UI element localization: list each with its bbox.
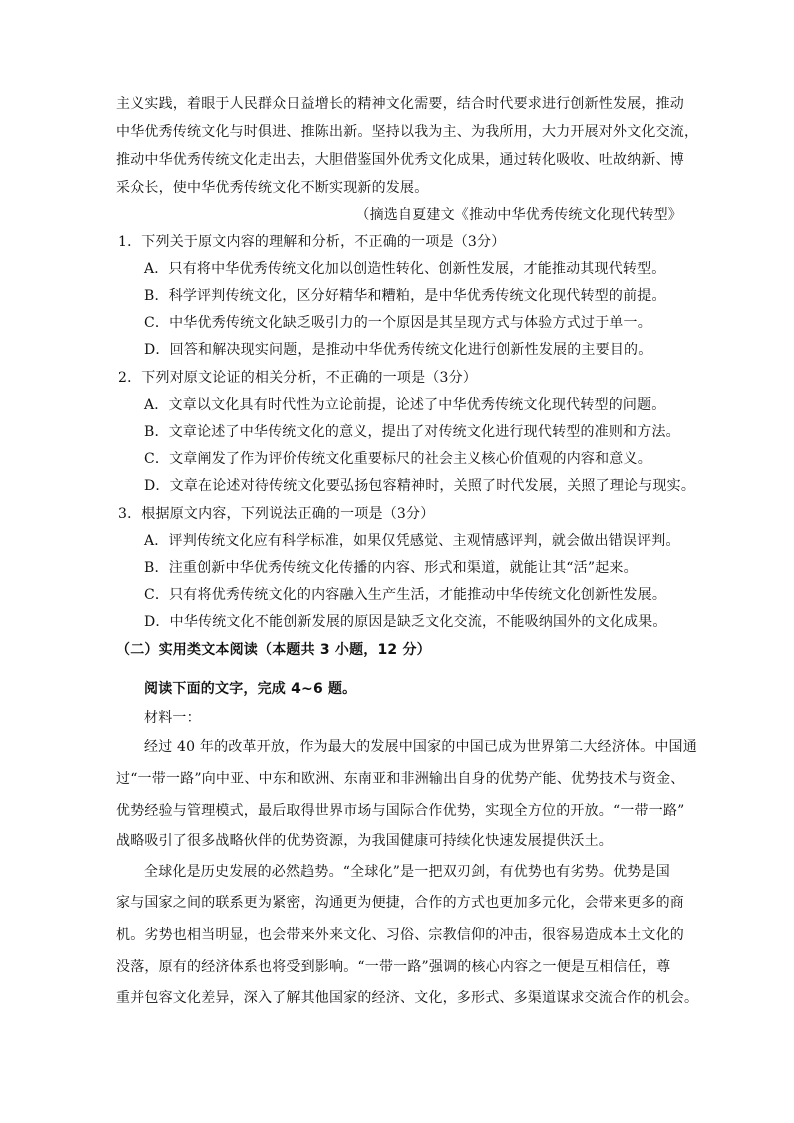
- question-3-option-b: B．注重创新中华优秀传统文化传播的内容、形式和渠道，就能让其“活”起来。: [144, 560, 638, 576]
- passage-line: 推动中华优秀传统文化走出去，大胆借鉴国外优秀文化成果，通过转化吸收、吐故纳新、博: [116, 152, 684, 168]
- source-citation: （摘选自夏建文《推动中华优秀传统文化现代转型》: [355, 207, 682, 223]
- question-3-stem: 3．根据原文内容，下列说法正确的一项是（3分）: [118, 506, 435, 522]
- material-label: 材料一：: [144, 710, 201, 726]
- question-2-option-a: A．文章以文化具有时代性为立论前提，论述了中华优秀传统文化现代转型的问题。: [144, 397, 666, 413]
- question-1-option-c: C．中华优秀传统文化缺乏吸引力的一个原因是其呈现方式与体验方式过于单一。: [144, 315, 652, 331]
- question-1-option-a: A．只有将中华优秀传统文化加以创造性转化、创新性发展，才能推动其现代转型。: [144, 261, 666, 277]
- question-2-option-d: D．文章在论述对待传统文化要弘扬包容精神时，关照了时代发展，关照了理论与现实。: [144, 478, 696, 494]
- material-line: 优势经验与管理模式，最后取得世界市场与国际合作优势，实现全方位的开放。“一带一路”: [116, 803, 685, 819]
- question-3-option-d: D．中华传统文化不能创新发展的原因是缺乏文化交流，不能吸纳国外的文化成果。: [144, 614, 667, 630]
- question-1-option-b: B．科学评判传统文化，区分好精华和糟粕，是中华优秀传统文化现代转型的前提。: [144, 288, 666, 304]
- instruction: 阅读下面的文字，完成 4~6 题。: [144, 681, 357, 697]
- question-2-option-b: B．文章论述了中华传统文化的意义，提出了对传统文化进行现代转型的准则和方法。: [144, 424, 680, 440]
- material-line: 战略吸引了很多战略伙伴的优势资源，为我国健康可持续化快速发展提供沃土。: [116, 833, 613, 849]
- question-1-option-d: D．回答和解决现实问题，是推动中华优秀传统文化进行创新性发展的主要目的。: [144, 342, 653, 358]
- passage-line: 中华优秀传统文化与时俱进、推陈出新。坚持以我为主、为我所用，大力开展对外文化交流，: [116, 124, 699, 140]
- passage-line: 主义实践，着眼于人民群众日益增长的精神文化需要，结合时代要求进行创新性发展，推动: [116, 96, 684, 112]
- section-heading: （二）实用类文本阅读（本题共 3 小题，12 分）: [116, 642, 431, 658]
- material-line: 全球化是历史发展的必然趋势。“全球化”是一把双刃剑，有优势也有劣势。优势是国: [144, 864, 670, 880]
- question-2-option-c: C．文章阐发了作为评价传统文化重要标尺的社会主义核心价值观的内容和意义。: [144, 451, 652, 467]
- question-2-stem: 2．下列对原文论证的相关分析，不正确的一项是（3分）: [118, 370, 478, 386]
- material-line: 经过 40 年的改革开放，作为最大的发展中国家的中国已成为世界第二大经济体。中国通: [144, 739, 697, 755]
- question-3-option-c: C．只有将优秀传统文化的内容融入生产生活，才能推动中华传统文化创新性发展。: [144, 587, 667, 603]
- material-line: 重并包容文化差异，深入了解其他国家的经济、文化，多形式、多渠道谋求交流合作的机会。: [116, 990, 699, 1006]
- material-line: 家与国家之间的联系更为紧密，沟通更为便捷，合作的方式也更加多元化，会带来更多的商: [116, 895, 684, 911]
- passage-line: 采众长，使中华优秀传统文化不断实现新的发展。: [116, 180, 429, 196]
- question-3-option-a: A．评判传统文化应有科学标准，如果仅凭感觉、主观情感评判，就会做出错误评判。: [144, 533, 680, 549]
- material-line: 机。劣势也相当明显，也会带来外来文化、习俗、宗教信仰的冲击，很容易造成本土文化的: [116, 927, 684, 943]
- material-line: 过“一带一路”向中亚、中东和欧洲、东南亚和非洲输出自身的优势产能、优势技术与资金、: [116, 771, 685, 787]
- material-line: 没落，原有的经济体系也将受到影响。“一带一路”强调的核心内容之一便是互相信任，尊: [116, 959, 671, 975]
- question-1-stem: 1．下列关于原文内容的理解和分析，不正确的一项是（3分）: [118, 234, 506, 250]
